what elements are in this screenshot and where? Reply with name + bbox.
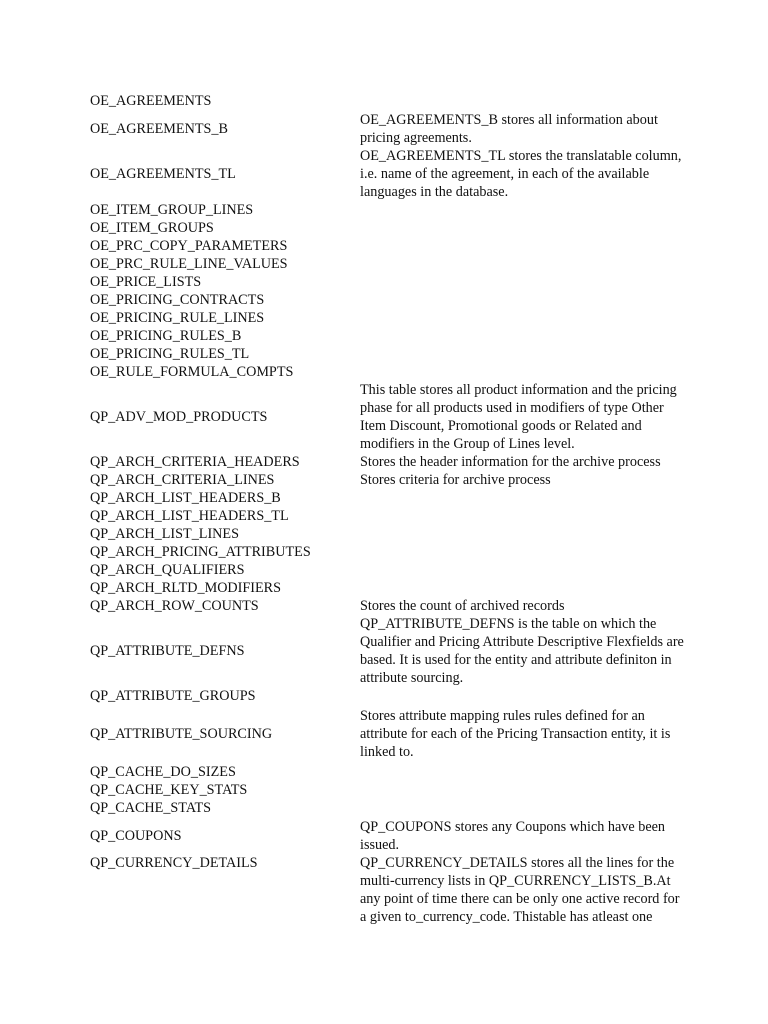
table-name: QP_COUPONS: [90, 828, 182, 844]
table-name: OE_ITEM_GROUPS: [90, 220, 214, 236]
table-name: OE_PRICE_LISTS: [90, 274, 202, 290]
table-row: [90, 763, 730, 781]
table-name: QP_CACHE_STATS: [90, 800, 212, 816]
table-name: QP_CURRENCY_DETAILS: [90, 855, 258, 871]
table-name: QP_ARCH_LIST_LINES: [90, 526, 239, 542]
table-row: [90, 255, 730, 273]
table-row: [90, 543, 730, 561]
table-row: [90, 525, 730, 543]
table-row: [90, 291, 730, 309]
table-name: OE_AGREEMENTS_B: [90, 121, 228, 137]
table-name: OE_PRICING_RULES_TL: [90, 346, 250, 362]
table-row: [90, 781, 730, 799]
table-description: Stores criteria for archive process: [360, 472, 551, 488]
table-name: QP_ARCH_RLTD_MODIFIERS: [90, 580, 282, 596]
table-name: QP_ARCH_LIST_HEADERS_B: [90, 490, 281, 506]
table-row: [90, 615, 730, 687]
table-description: Stores the header information for the archive process: [360, 454, 661, 470]
table-name: QP_ATTRIBUTE_SOURCING: [90, 726, 273, 742]
table-name: QP_ATTRIBUTE_DEFNS: [90, 643, 245, 659]
table-name: OE_RULE_FORMULA_COMPTS: [90, 364, 294, 380]
table-description: QP_ATTRIBUTE_DEFNS is the table on which the Qualifier and Pricing Attribute Descriptive Flexfields are based. It is used for the entity and attribute definiton in attribute sourcing.: [360, 616, 684, 686]
table-name: QP_CACHE_DO_SIZES: [90, 764, 236, 780]
table-name: QP_ARCH_CRITERIA_LINES: [90, 472, 275, 488]
table-description: OE_AGREEMENTS_B stores all information about pricing agreements.: [360, 112, 658, 146]
table-row: [90, 561, 730, 579]
table-row: [90, 237, 730, 255]
table-description: This table stores all product information and the pricing phase for all products used in modifiers of type Other Item Discount, Promotional goods or Related and modifiers in the Group of Lines level.: [360, 382, 677, 452]
table-name: QP_ARCH_PRICING_ATTRIBUTES: [90, 544, 311, 560]
table-row: [90, 327, 730, 345]
table-row: [90, 345, 730, 363]
table-name: OE_PRICING_CONTRACTS: [90, 292, 265, 308]
table-name: QP_ARCH_LIST_HEADERS_TL: [90, 508, 289, 524]
table-name: OE_AGREEMENTS_TL: [90, 166, 236, 182]
table-row: [90, 147, 730, 201]
table-row: [90, 687, 730, 705]
table-row: [90, 309, 730, 327]
table-row: [90, 579, 730, 597]
table-row: [90, 381, 730, 453]
table-name: OE_PRC_RULE_LINE_VALUES: [90, 256, 288, 272]
table-row: [90, 799, 730, 817]
table-row: [90, 453, 730, 471]
table-name: OE_AGREEMENTS: [90, 93, 212, 109]
table-row: [90, 818, 730, 854]
table-name: OE_ITEM_GROUP_LINES: [90, 202, 254, 218]
table-row: [90, 707, 730, 761]
table-row: [90, 854, 730, 926]
table-list: [90, 92, 730, 926]
table-description: OE_AGREEMENTS_TL stores the translatable column, i.e. name of the agreement, in each of the available languages in the database.: [360, 148, 682, 200]
table-name: OE_PRC_COPY_PARAMETERS: [90, 238, 288, 254]
table-row: [90, 219, 730, 237]
table-name: QP_ARCH_QUALIFIERS: [90, 562, 245, 578]
table-name: QP_ARCH_ROW_COUNTS: [90, 598, 259, 614]
table-name: QP_CACHE_KEY_STATS: [90, 782, 248, 798]
table-row: [90, 111, 730, 147]
table-description: QP_CURRENCY_DETAILS stores all the lines for the multi-currency lists in QP_CURRENCY_LISTS_B.At any point of time there can be only one active record for a given to_currency_code. Thistable has atleast one: [360, 855, 680, 925]
table-row: [90, 507, 730, 525]
table-row: [90, 489, 730, 507]
table-name: QP_ARCH_CRITERIA_HEADERS: [90, 454, 300, 470]
table-row: [90, 363, 730, 381]
table-row: [90, 201, 730, 219]
table-row: [90, 471, 730, 489]
table-description: Stores attribute mapping rules rules defined for an attribute for each of the Pricing Transaction entity, it is linked to.: [360, 708, 671, 760]
table-row: [90, 92, 730, 110]
table-name: OE_PRICING_RULE_LINES: [90, 310, 265, 326]
table-name: OE_PRICING_RULES_B: [90, 328, 242, 344]
table-name: QP_ATTRIBUTE_GROUPS: [90, 688, 256, 704]
table-name: QP_ADV_MOD_PRODUCTS: [90, 409, 268, 425]
table-description: QP_COUPONS stores any Coupons which have been issued.: [360, 819, 666, 853]
table-row: [90, 597, 730, 615]
table-description: Stores the count of archived records: [360, 598, 565, 614]
table-row: [90, 273, 730, 291]
